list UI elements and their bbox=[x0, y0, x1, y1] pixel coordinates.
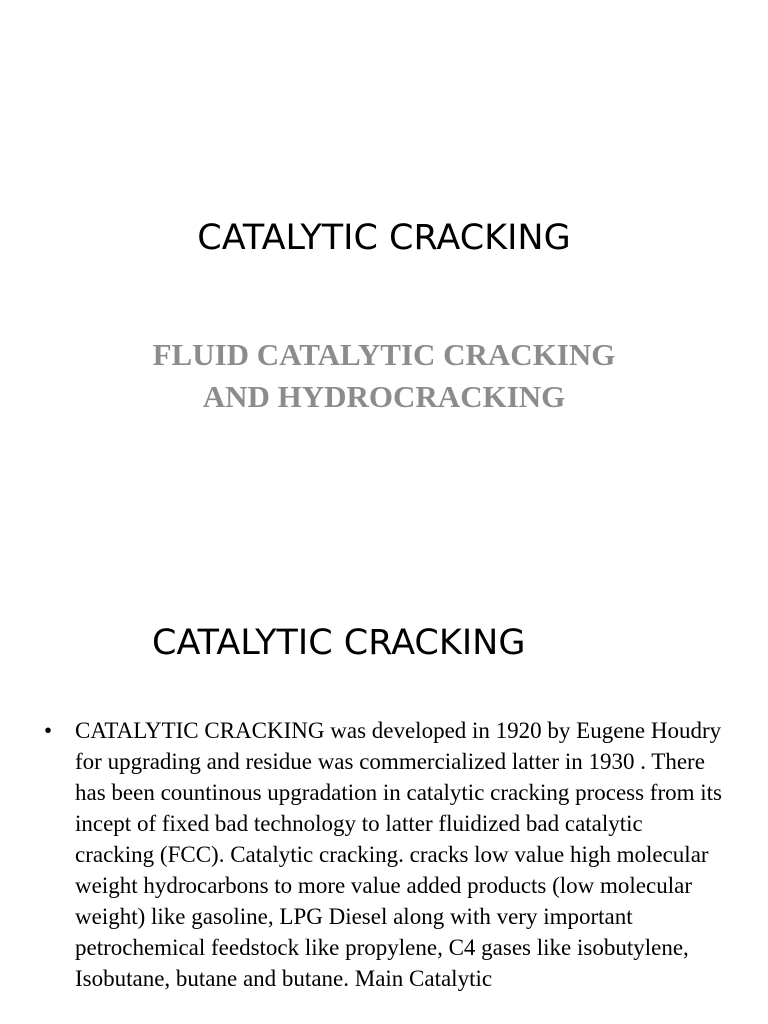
subtitle-line-1: FLUID CATALYTIC CRACKING bbox=[152, 337, 616, 372]
slide-2-title: CATALYTIC CRACKING bbox=[152, 623, 526, 663]
bullet-text: CATALYTIC CRACKING was developed in 1920 by Eugene Houdry for upgrading and residue was commercialized latter in 1930 . There has been countinous upgradation in catalytic cracking process from its incept of fixed bad technology to latter fluidized bad catalytic cracking (FCC). Catalytic cracking. cracks low value high molecular weight hydrocarbons to more value added products (low molecular weight) like gasoline, LPG Diesel along with very important petrochemical feedstock like propylene, C4 gases like isobutylene, Isobutane, butane and butane. Main Catalytic bbox=[75, 718, 722, 991]
slide-2 bbox=[0, 576, 768, 1024]
bullet-list bbox=[44, 715, 724, 994]
slide-1-title: CATALYTIC CRACKING bbox=[197, 218, 571, 258]
bullet-item bbox=[44, 715, 724, 994]
bullet-marker: • bbox=[44, 718, 53, 743]
subtitle-line-2: AND HYDROCRACKING bbox=[202, 379, 566, 414]
slide-1-subtitle bbox=[0, 334, 768, 418]
